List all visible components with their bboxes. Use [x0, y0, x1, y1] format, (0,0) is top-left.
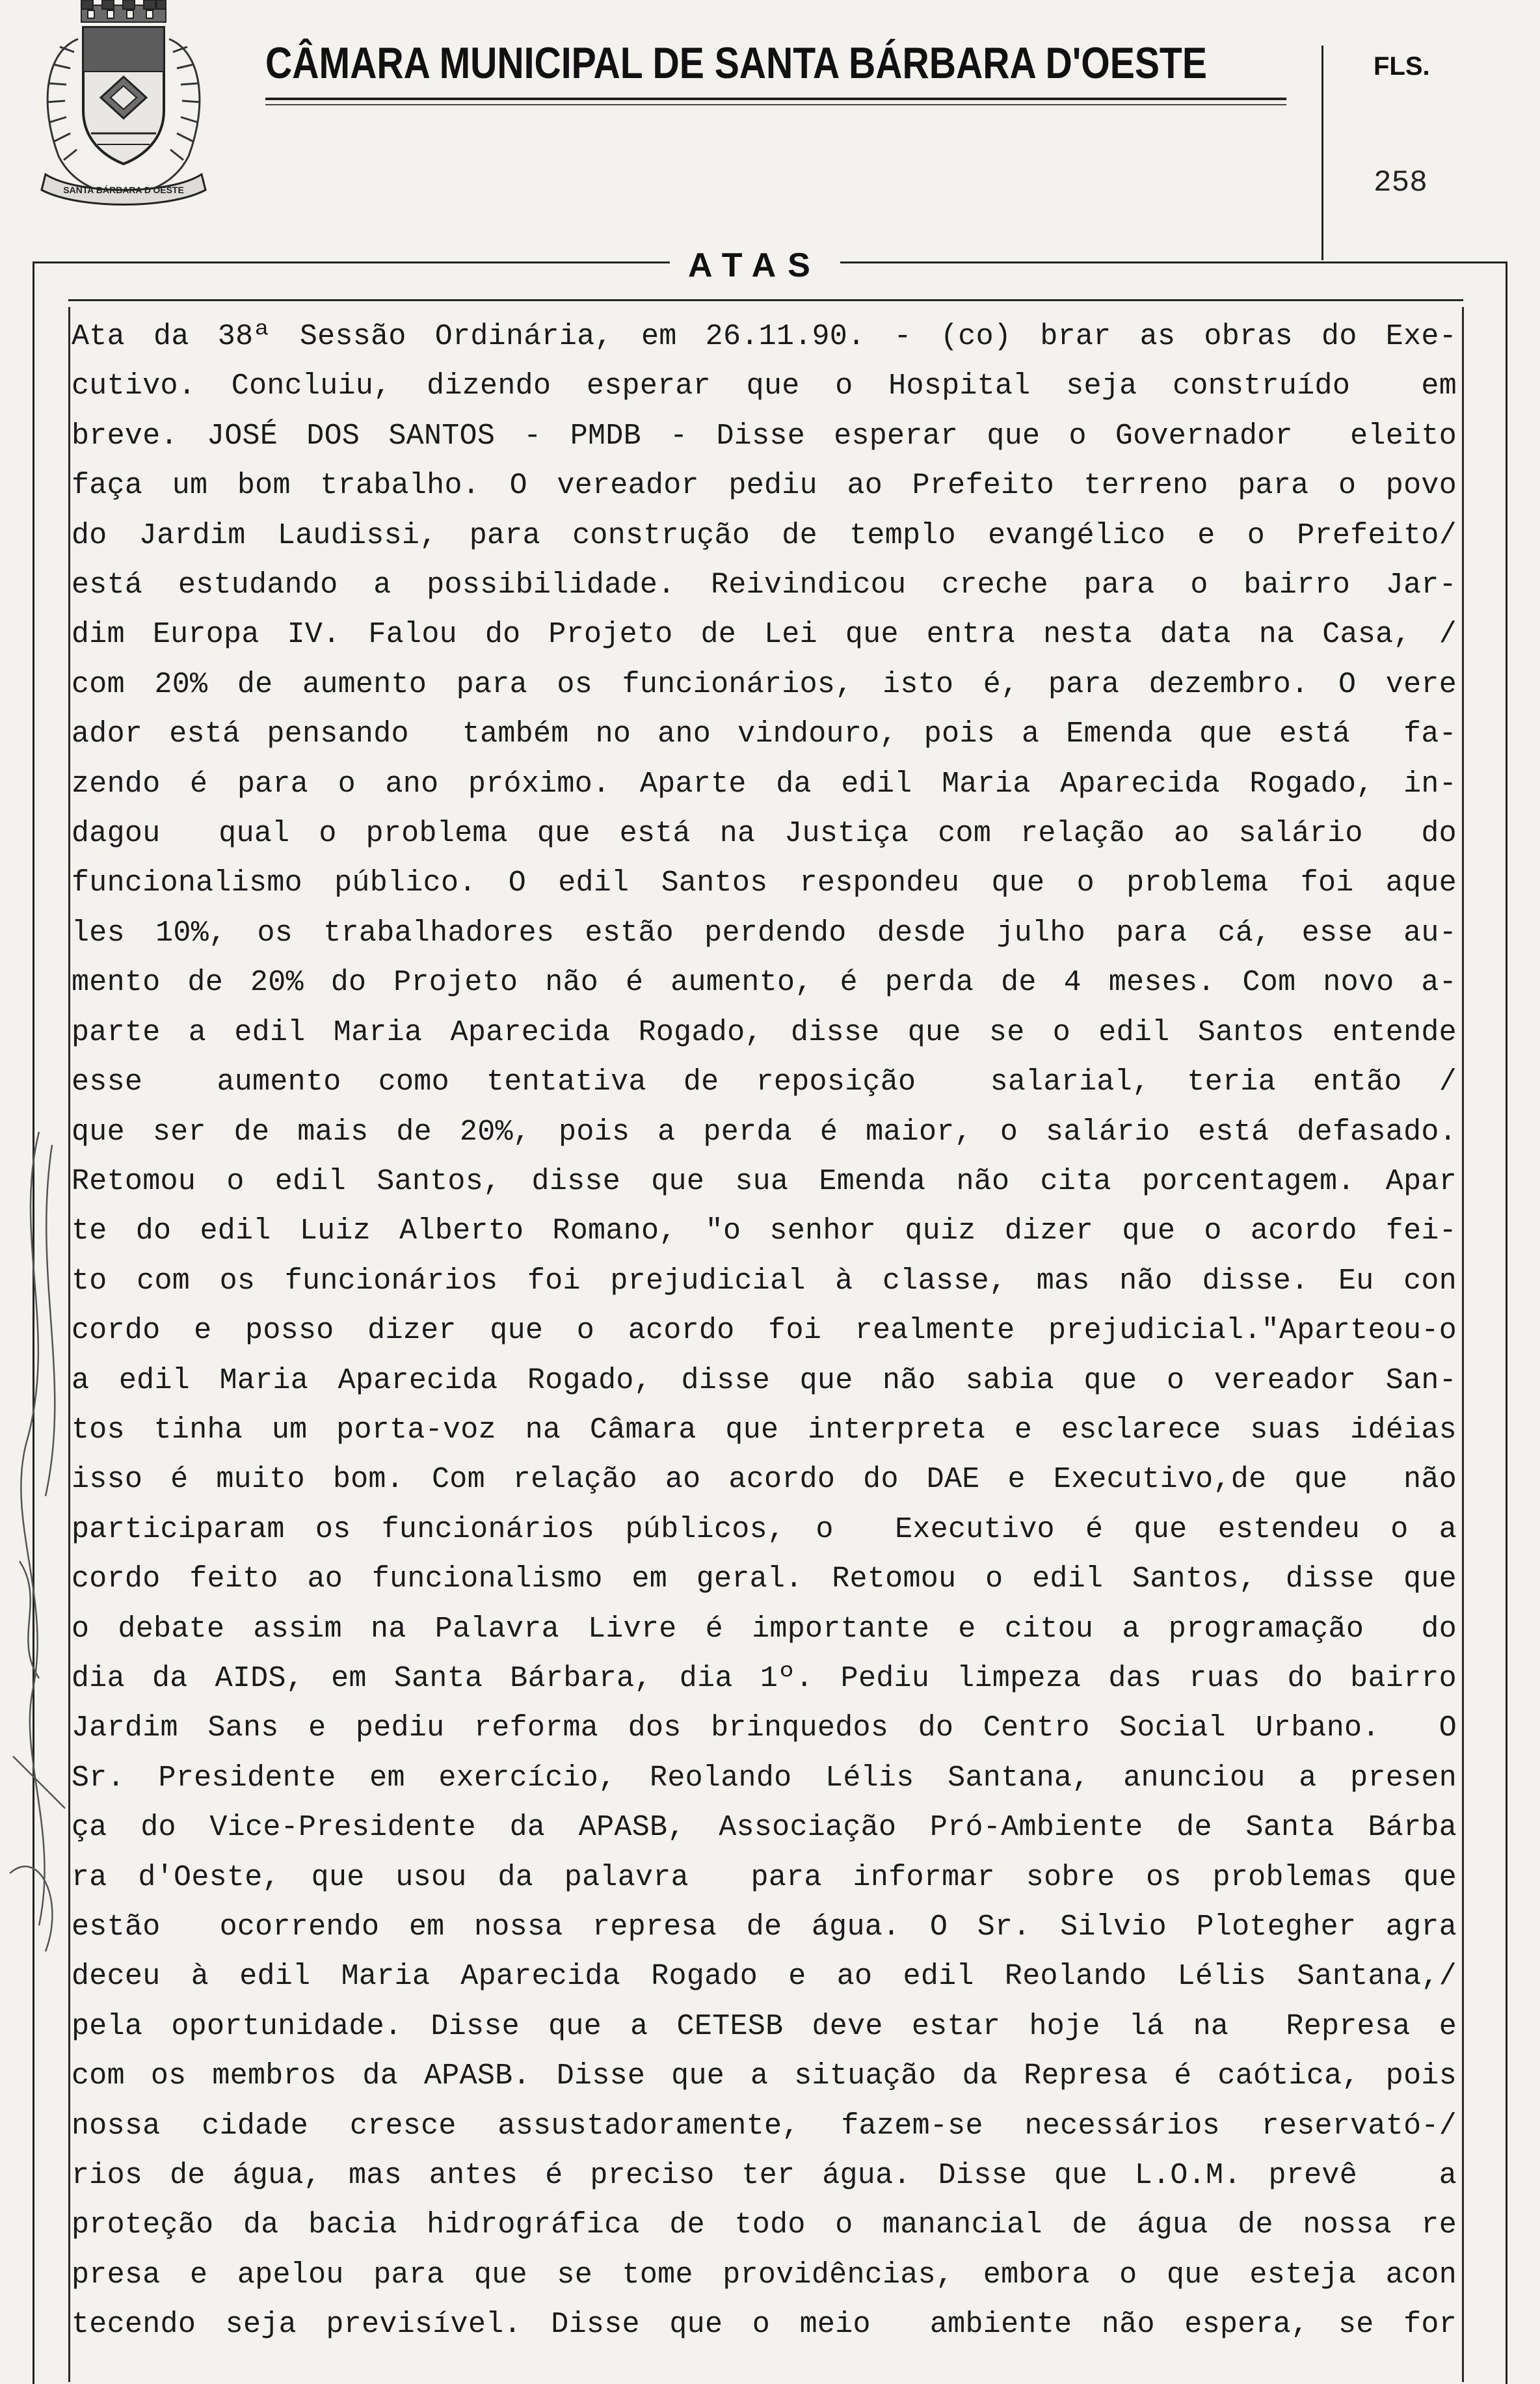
text-line: esse aumento como tentativa de reposição salarial, teria então /	[72, 1065, 1457, 1099]
text-line: nossa cidade cresce assustadoramente, fazem-se necessários reservató-/	[72, 2109, 1457, 2143]
text-line: deceu à edil Maria Aparecida Rogado e ao edil Reolando Lélis Santana,/	[72, 1960, 1457, 1994]
title-underline-thin	[265, 104, 1286, 105]
text-line: presa e apelou para que se tome providências, embora o que esteja acon	[72, 2258, 1457, 2292]
text-line: ador está pensando também no ano vindouro, pois a Emenda que está fa-	[72, 717, 1457, 751]
chamber-title: CÂMARA MUNICIPAL DE SANTA BÁRBARA D'OESTE	[265, 38, 1207, 88]
crest-motto: SANTA BÁRBARA D'OESTE	[63, 185, 184, 195]
text-line: ra d'Oeste, que usou da palavra para informar sobre os problemas que	[72, 1860, 1457, 1894]
title-underline	[265, 98, 1286, 100]
text-line: proteção da bacia hidrográfica de todo o manancial de água de nossa re	[72, 2208, 1457, 2242]
section-rule	[68, 299, 1463, 301]
text-line: Ata da 38ª Sessão Ordinária, em 26.11.90. - (co) brar as obras do Exe-	[72, 320, 1457, 353]
text-line: to com os funcionários foi prejudicial à classe, mas não disse. Eu con	[72, 1264, 1457, 1298]
text-line: que ser de mais de 20%, pois a perda é maior, o salário está defasado.	[72, 1115, 1457, 1149]
text-line: dim Europa IV. Falou do Projeto de Lei que entra nesta data na Casa, /	[72, 618, 1457, 652]
text-line: dagou qual o problema que está na Justiça com relação ao salário do	[72, 817, 1457, 851]
text-line: zendo é para o ano próximo. Aparte da edil Maria Aparecida Rogado, in-	[72, 767, 1457, 801]
page-label: FLS.	[1374, 52, 1430, 81]
header-divider	[1321, 46, 1323, 260]
text-line: tos tinha um porta-voz na Câmara que interpreta e esclarece suas idéias	[72, 1413, 1457, 1447]
section-title: ATAS	[670, 246, 840, 285]
text-line: breve. JOSÉ DOS SANTOS - PMDB - Disse esperar que o Governador eleito	[72, 419, 1457, 453]
text-line: isso é muito bom. Com relação ao acordo do DAE e Executivo,de que não	[72, 1463, 1457, 1497]
text-line: parte a edil Maria Aparecida Rogado, disse que se o edil Santos entende	[72, 1015, 1457, 1049]
margin-signature-icon	[0, 1106, 78, 2082]
municipal-crest-icon	[20, 0, 228, 221]
text-line: rios de água, mas antes é preciso ter água. Disse que L.O.M. prevê a	[72, 2159, 1457, 2193]
minutes-body	[72, 312, 1470, 2350]
text-line: cordo e posso dizer que o acordo foi realmente prejudicial."Aparteou-o	[72, 1314, 1457, 1348]
text-line: dia da AIDS, em Santa Bárbara, dia 1º. Pediu limpeza das ruas do bairro	[72, 1661, 1457, 1695]
text-line: está estudando a possibilidade. Reivindicou creche para o bairro Jar-	[72, 569, 1457, 602]
text-line: les 10%, os trabalhadores estão perdendo desde julho para cá, esse au-	[72, 916, 1457, 950]
text-line: com os membros da APASB. Disse que a situação da Represa é caótica, pois	[72, 2059, 1457, 2093]
text-line: com 20% de aumento para os funcionários, isto é, para dezembro. O vere	[72, 667, 1457, 701]
text-line: Jardim Sans e pediu reforma dos brinquedos do Centro Social Urbano. O	[72, 1711, 1457, 1745]
page-number: 258	[1374, 166, 1427, 200]
text-line: faça um bom trabalho. O vereador pediu ao Prefeito terreno para o povo	[72, 469, 1457, 503]
text-line: funcionalismo público. O edil Santos respondeu que o problema foi aque	[72, 866, 1457, 900]
text-line: cordo feito ao funcionalismo em geral. Retomou o edil Santos, disse que	[72, 1562, 1457, 1596]
text-line: participaram os funcionários públicos, o Executivo é que estendeu o a	[72, 1512, 1457, 1546]
text-line: te do edil Luiz Alberto Romano, "o senhor quiz dizer que o acordo fei-	[72, 1214, 1457, 1248]
text-line: a edil Maria Aparecida Rogado, disse que não sabia que o vereador San-	[72, 1363, 1457, 1397]
text-line: Retomou o edil Santos, disse que sua Emenda não cita porcentagem. Apar	[72, 1164, 1457, 1198]
text-line: do Jardim Laudissi, para construção de templo evangélico e o Prefeito/	[72, 518, 1457, 552]
text-line: mento de 20% do Projeto não é aumento, é perda de 4 meses. Com novo a-	[72, 966, 1457, 1000]
text-line: tecendo seja previsível. Disse que o meio ambiente não espera, se for	[72, 2308, 1457, 2342]
text-line: ça do Vice-Presidente da APASB, Associação Pró-Ambiente de Santa Bárba	[72, 1811, 1457, 1845]
text-line: Sr. Presidente em exercício, Reolando Lélis Santana, anunciou a presen	[72, 1761, 1457, 1795]
text-line: pela oportunidade. Disse que a CETESB deve estar hoje lá na Represa e	[72, 2009, 1457, 2043]
text-line: o debate assim na Palavra Livre é importante e citou a programação do	[72, 1612, 1457, 1646]
text-line: cutivo. Concluiu, dizendo esperar que o Hospital seja construído em	[72, 369, 1457, 403]
text-line: estão ocorrendo em nossa represa de água. O Sr. Silvio Plotegher agra	[72, 1910, 1457, 1944]
